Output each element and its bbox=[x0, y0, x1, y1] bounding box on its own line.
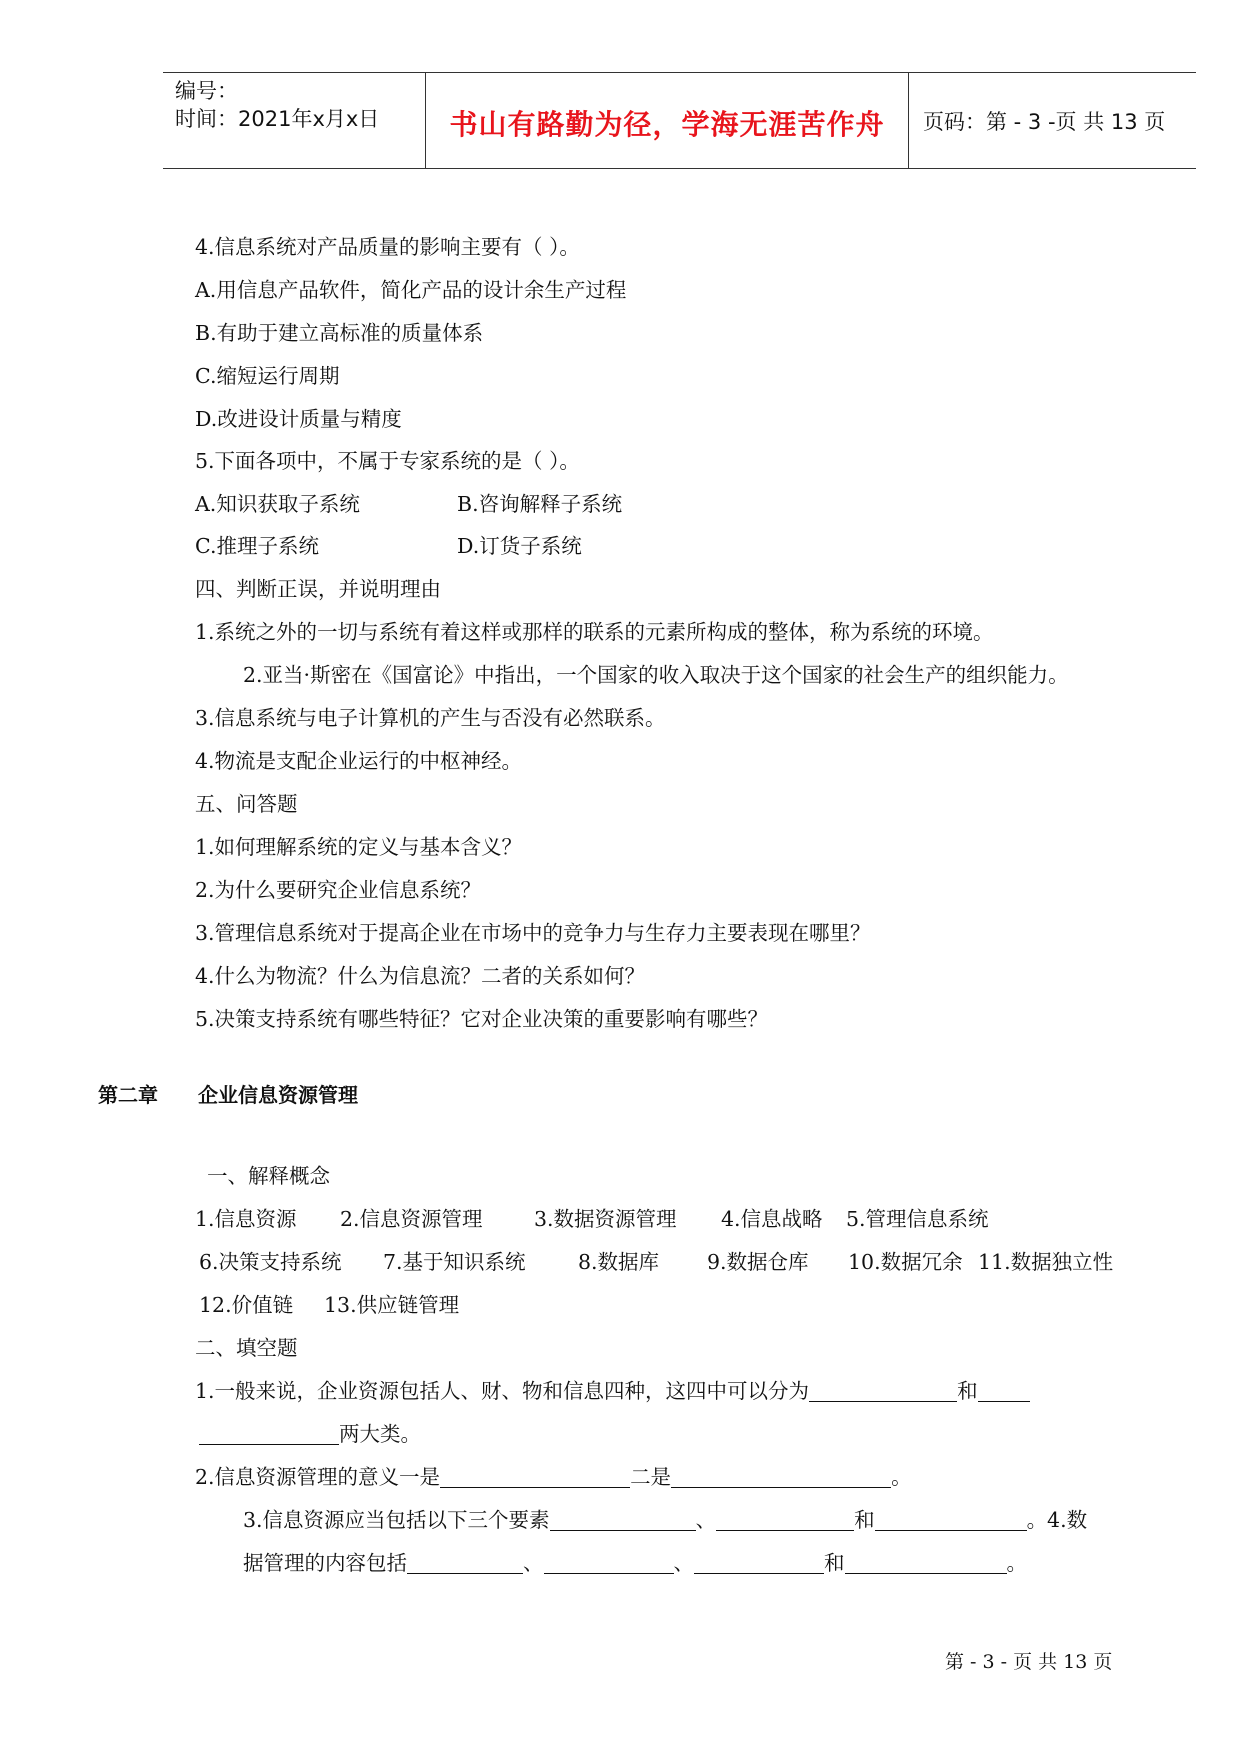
option-line: B.咨询解释子系统 bbox=[457, 492, 623, 516]
essay-line: 2.为什么要研究企业信息系统？ bbox=[195, 878, 482, 902]
fill-text: 。 bbox=[1006, 1551, 1027, 1575]
concept-item: 1.信息资源 bbox=[195, 1207, 297, 1231]
chapter-title: 企业信息资源管理 bbox=[198, 1083, 358, 1107]
concept-item: 10.数据冗余 bbox=[848, 1250, 963, 1274]
fill-text: 。 bbox=[891, 1465, 912, 1489]
answer-blank bbox=[716, 1508, 854, 1531]
judgement-line: 4.物流是支配企业运行的中枢神经。 bbox=[195, 749, 523, 773]
header-divider bbox=[908, 73, 909, 168]
answer-blank bbox=[845, 1551, 1007, 1574]
fill-text: 据管理的内容包括 bbox=[243, 1551, 407, 1575]
section-heading: 四、判断正误，并说明理由 bbox=[195, 577, 441, 601]
answer-blank bbox=[550, 1508, 696, 1531]
concept-item: 5.管理信息系统 bbox=[846, 1207, 989, 1231]
fill-text: 2.信息资源管理的意义一是 bbox=[195, 1465, 441, 1489]
section-heading: 一、解释概念 bbox=[207, 1164, 330, 1188]
answer-blank bbox=[440, 1465, 630, 1488]
fill-text: 、 bbox=[695, 1508, 717, 1532]
fill-text: 、 bbox=[673, 1551, 694, 1575]
number-label: 编号： bbox=[175, 79, 238, 103]
concept-item: 12.价值链 bbox=[199, 1293, 294, 1317]
judgement-line: 2.亚当·斯密在《国富论》中指出，一个国家的收入取决于这个国家的社会生产的组织能力。 bbox=[243, 663, 1069, 687]
concept-item: 13.供应链管理 bbox=[324, 1293, 460, 1317]
fill-question-1 bbox=[195, 1377, 1030, 1405]
fill-question-2 bbox=[195, 1463, 912, 1491]
answer-blank bbox=[978, 1379, 1030, 1402]
answer-blank bbox=[875, 1508, 1027, 1531]
fill-text: 1.一般来说，企业资源包括人、财、物和信息四种，这四中可以分为 bbox=[195, 1379, 810, 1403]
answer-blank bbox=[671, 1465, 891, 1488]
fill-question-4 bbox=[243, 1549, 1027, 1577]
header-page-info: 页码：第 - 3 -页 共 13 页 bbox=[923, 110, 1166, 134]
fill-text: 和 bbox=[854, 1508, 875, 1532]
section-heading: 二、填空题 bbox=[195, 1336, 298, 1360]
concept-item: 11.数据独立性 bbox=[978, 1250, 1114, 1274]
section-heading: 五、问答题 bbox=[195, 792, 298, 816]
header-meta bbox=[175, 77, 420, 133]
fill-text: 和 bbox=[824, 1551, 845, 1575]
option-line: A.用信息产品软件，简化产品的设计余生产过程 bbox=[195, 278, 627, 302]
page-footer: 第 - 3 - 页 共 13 页 bbox=[945, 1651, 1113, 1673]
essay-line: 4.什么为物流？什么为信息流？二者的关系如何？ bbox=[195, 964, 646, 988]
answer-blank bbox=[694, 1551, 824, 1574]
concept-item: 2.信息资源管理 bbox=[340, 1207, 483, 1231]
option-line: D.改进设计质量与精度 bbox=[195, 407, 402, 431]
question-line: 4.信息系统对产品质量的影响主要有（ ）。 bbox=[195, 235, 580, 259]
fill-question-1-cont bbox=[199, 1420, 421, 1448]
option-line: C.推理子系统 bbox=[195, 534, 319, 558]
chapter-heading bbox=[98, 1079, 358, 1108]
concept-item: 4.信息战略 bbox=[721, 1207, 823, 1231]
answer-blank bbox=[809, 1379, 957, 1402]
concept-item: 3.数据资源管理 bbox=[534, 1207, 677, 1231]
concept-item: 8.数据库 bbox=[578, 1250, 660, 1274]
page-header bbox=[163, 72, 1196, 169]
concept-item: 7.基于知识系统 bbox=[383, 1250, 526, 1274]
header-divider bbox=[425, 73, 426, 168]
essay-line: 3.管理信息系统对于提高企业在市场中的竞争力与生存力主要表现在哪里？ bbox=[195, 921, 871, 945]
chapter-label: 第二章 bbox=[98, 1083, 158, 1107]
option-line: B.有助于建立高标准的质量体系 bbox=[195, 321, 484, 345]
answer-blank bbox=[407, 1551, 523, 1574]
essay-line: 1.如何理解系统的定义与基本含义？ bbox=[195, 835, 523, 859]
answer-blank bbox=[199, 1422, 339, 1445]
option-line: A.知识获取子系统 bbox=[195, 492, 360, 516]
answer-blank bbox=[544, 1551, 674, 1574]
fill-text: 。4.数 bbox=[1026, 1508, 1088, 1532]
judgement-line: 1.系统之外的一切与系统有着这样或那样的联系的元素所构成的整体，称为系统的环境。 bbox=[195, 620, 994, 644]
option-line: D.订货子系统 bbox=[457, 534, 582, 558]
time-label: 时间：2021年x月x日 bbox=[175, 107, 380, 131]
fill-text: 3.信息资源应当包括以下三个要素 bbox=[243, 1508, 550, 1532]
essay-line: 5.决策支持系统有哪些特征？它对企业决策的重要影响有哪些？ bbox=[195, 1007, 769, 1031]
fill-text: 两大类。 bbox=[339, 1422, 421, 1446]
concept-item: 9.数据仓库 bbox=[707, 1250, 809, 1274]
fill-text: 、 bbox=[523, 1551, 544, 1575]
header-motto: 书山有路勤为径，学海无涯苦作舟 bbox=[449, 108, 885, 141]
fill-text: 二是 bbox=[630, 1465, 672, 1489]
fill-question-3 bbox=[243, 1506, 1087, 1534]
fill-text: 和 bbox=[957, 1379, 978, 1403]
option-line: C.缩短运行周期 bbox=[195, 364, 340, 388]
question-line: 5.下面各项中，不属于专家系统的是（ ）。 bbox=[195, 449, 580, 473]
judgement-line: 3.信息系统与电子计算机的产生与否没有必然联系。 bbox=[195, 706, 666, 730]
concept-item: 6.决策支持系统 bbox=[199, 1250, 342, 1274]
